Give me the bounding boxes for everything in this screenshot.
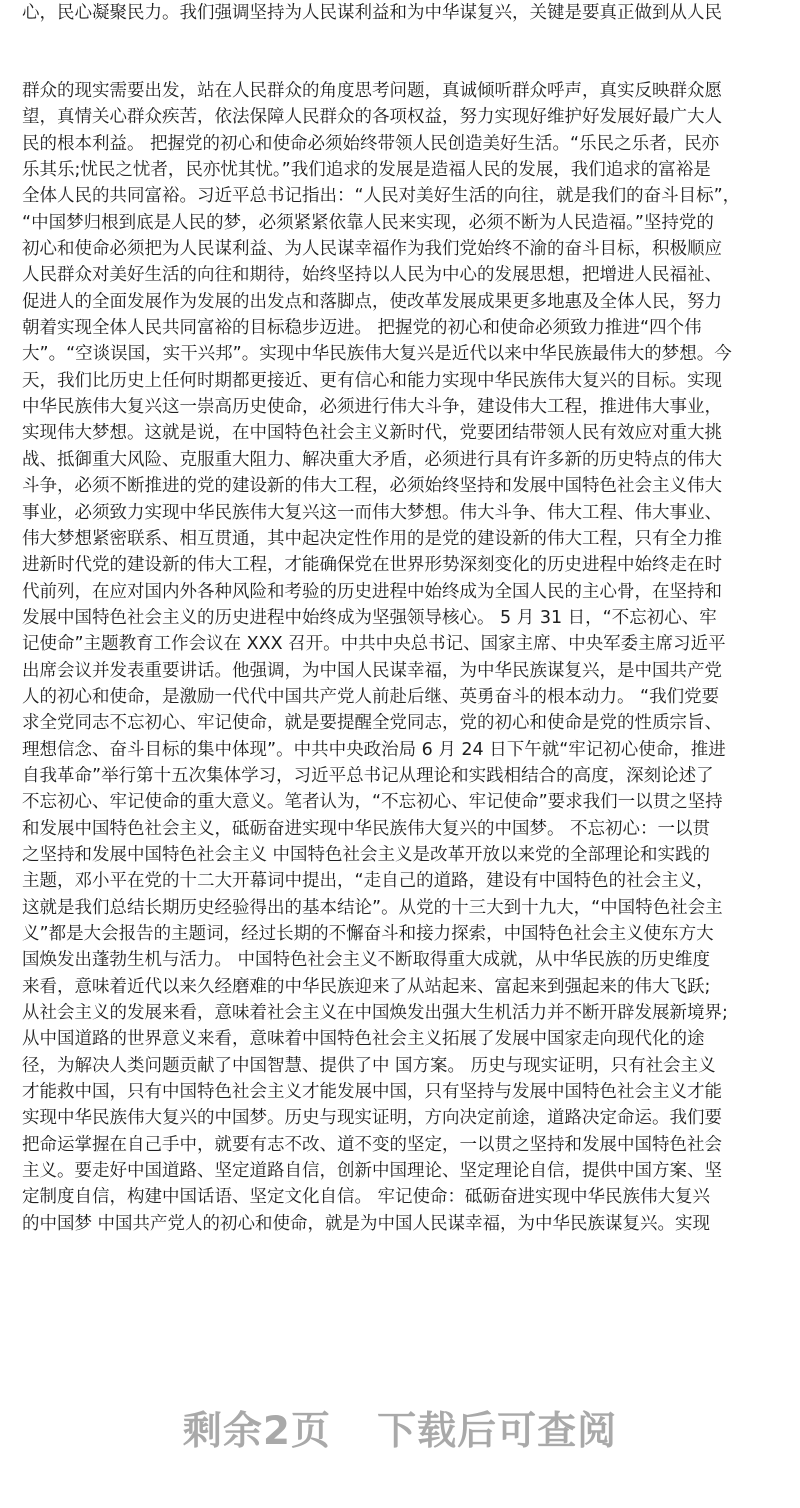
text-line: 人的初心和使命，是激励一代代中国共产党人前赴后继、英勇奋斗的根本动力。 “我们党要 [22, 686, 720, 707]
text-line: 望，真情关心群众疾苦，依法保障人民群众的各项权益，努力实现好维护好发展好最广大人 [22, 107, 722, 128]
text-line: 群众的现实需要出发，站在人民群众的角度思考问题，真诚倾听群众呼声，真实反映群众愿 [22, 81, 722, 101]
text-line: 伟大梦想紧密联系、相互贯通，其中起决定性作用的是党的建设新的伟大工程，只有全力推 [22, 528, 722, 549]
text-line: 全体人民的共同富裕。习近平总书记指出：“人民对美好生活的向往，就是我们的奋斗目标”， [22, 186, 741, 207]
text-line: 之坚持和发展中国特色社会主义 中国特色社会主义是改革开放以来党的全部理论和实践的 [22, 844, 711, 865]
text-line: 事业，必须致力实现中华民族伟大复兴这一而伟大梦想。伟大斗争、伟大工程、伟大事业、 [22, 502, 722, 523]
text-line: 初心和使命必须把为人民谋利益、为人民谋幸福作为我们党始终不渝的奋斗目标，积极顺应 [22, 239, 722, 260]
text-line: 和发展中国特色社会主义，砥砺奋进实现中华民族伟大复兴的中国梦。 不忘初心：一以贯 [22, 818, 711, 839]
text-line: 义”都是大会报告的主题词，经过长期的不懈奋斗和接力探索，中国特色社会主义使东方大 [22, 924, 714, 944]
text-line: 发展中国特色社会主义的历史进程中始终成为坚强领导核心。 5 月 31 日，“不忘初心、牢 [22, 607, 717, 628]
text-line: 从中国道路的世界意义来看，意味着中国特色社会主义拓展了发展中国家走向现代化的途 [22, 1029, 705, 1050]
text-line: 进新时代党的建设新的伟大工程，才能确保党在世界形势深刻变化的历史进程中始终走在时 [22, 555, 722, 576]
text-line: “中国梦归根到底是人民的梦，必须紧紧依靠人民来实现，必须不断为人民造福。”坚持党的 [22, 212, 714, 233]
download-to-view-label[interactable]: 下载后可查阅 [377, 1409, 618, 1454]
text-line: 朝着实现全体人民共同富裕的目标稳步迈进。 把握党的初心和使命必须致力推进“四个伟 [22, 318, 702, 339]
text-line: 的中国梦 中国共产党人的初心和使命，就是为中国人民谋幸福，为中华民族谋复兴。实现 [22, 1213, 711, 1234]
text-line: 战、抵御重大风险、克服重大阻力、解决重大矛盾，必须进行具有许多新的历史特点的伟大 [22, 449, 722, 470]
text-line: 斗争，必须不断推进的党的建设新的伟大工程，必须始终坚持和发展中国特色社会主义伟大 [22, 476, 722, 497]
text-line: 求全党同志不忘初心、牢记使命，就是要提醒全党同志，党的初心和使命是党的性质宗旨、 [22, 713, 722, 734]
text-line: 出席会议并发表重要讲话。他强调，为中国人民谋幸福，为中华民族谋复兴，是中国共产党 [22, 660, 722, 681]
text-line: 主题，邓小平在党的十二大开幕词中提出，“走自己的道路，建设有中国特色的社会主义， [22, 871, 714, 892]
text-line: 把命运掌握在自己手中，就要有志不改、道不变的坚定，一以贯之坚持和发展中国特色社会 [22, 1134, 722, 1155]
text-line: 径，为解决人类问题贡献了中国智慧、提供了中 国方案。 历史与现实证明，只有社会主义 [22, 1055, 716, 1076]
text-line: 才能救中国，只有中国特色社会主义才能发展中国，只有坚持与发展中国特色社会主义才能 [22, 1082, 722, 1103]
text-line: 来看，意味着近代以来久经磨难的中华民族迎来了从站起来、富起来到强起来的伟大飞跃; [22, 976, 711, 997]
text-line: 中华民族伟大复兴这一崇高历史使命，必须进行伟大斗争，建设伟大工程，推进伟大事业， [22, 397, 722, 418]
remaining-pages-label: 剩余2页 [182, 1409, 332, 1454]
text-line: 实现伟大梦想。这就是说，在中国特色社会主义新时代，党要团结带领人民有效应对重大挑 [22, 423, 722, 444]
text-line: 记使命”主题教育工作会议在 XXX 召开。中共中央总书记、国家主席、中央军委主席习近平 [22, 634, 726, 655]
text-line: 不忘初心、牢记使命的重大意义。笔者认为，“不忘初心、牢记使命”要求我们一以贯之坚持 [22, 792, 723, 813]
text-line: 这就是我们总结长期历史经验得出的基本结论”。从党的十三大到十九大，“中国特色社会主 [22, 897, 723, 918]
download-banner[interactable] [0, 1404, 800, 1460]
text-line: 理想信念、奋斗目标的集中体现”。中共中央政治局 6 月 24 日下午就“牢记初心使命，推进 [22, 739, 726, 760]
text-line: 实现中华民族伟大复兴的中国梦。历史与现实证明，方向决定前途，道路决定命运。我们要 [22, 1108, 722, 1129]
text-line: 乐其乐;忧民之忧者，民亦忧其忧。”我们追求的发展是造福人民的发展，我们追求的富裕是 [22, 160, 711, 181]
top-partial-line: 心，民心凝聚民力。我们强调坚持为人民谋利益和为中华谋复兴，关键是要真正做到从人民 [22, 3, 722, 23]
document-body [22, 78, 780, 1237]
text-line: 定制度自信，构建中国话语、坚定文化自信。 牢记使命：砥砺奋进实现中华民族伟大复兴 [22, 1187, 711, 1208]
text-line: 代前列，在应对国内外各种风险和考验的历史进程中始终成为全国人民的主心骨，在坚持和 [22, 581, 722, 602]
text-line: 民的根本利益。 把握党的初心和使命必须始终带领人民创造美好生活。“乐民之乐者，民亦 [22, 133, 720, 154]
text-line: 促进人的全面发展作为发展的出发点和落脚点，使改革发展成果更多地惠及全体人民，努力 [22, 291, 722, 312]
text-line: 人民群众对美好生活的向往和期待，始终坚持以人民为中心的发展思想，把增进人民福祉、 [22, 265, 722, 286]
text-line: 自我革命”举行第十五次集体学习，习近平总书记从理论和实践相结合的高度，深刻论述了 [22, 765, 714, 786]
text-line: 天，我们比历史上任何时期都更接近、更有信心和能力实现中华民族伟大复兴的目标。实现 [22, 370, 722, 391]
text-line: 从社会主义的发展来看，意味着社会主义在中国焕发出强大生机活力并不断开辟发展新境界; [22, 1003, 728, 1024]
text-line: 大”。“空谈误国，实干兴邦”。实现中华民族伟大复兴是近代以来中华民族最伟大的梦想。今 [22, 344, 732, 365]
text-line: 主义。要走好中国道路、坚定道路自信，创新中国理论、坚定理论自信，提供中国方案、坚 [22, 1161, 722, 1182]
text-line: 国焕发出蓬勃生机与活力。 中国特色社会主义不断取得重大成就，从中华民族的历史维度 [22, 950, 711, 971]
